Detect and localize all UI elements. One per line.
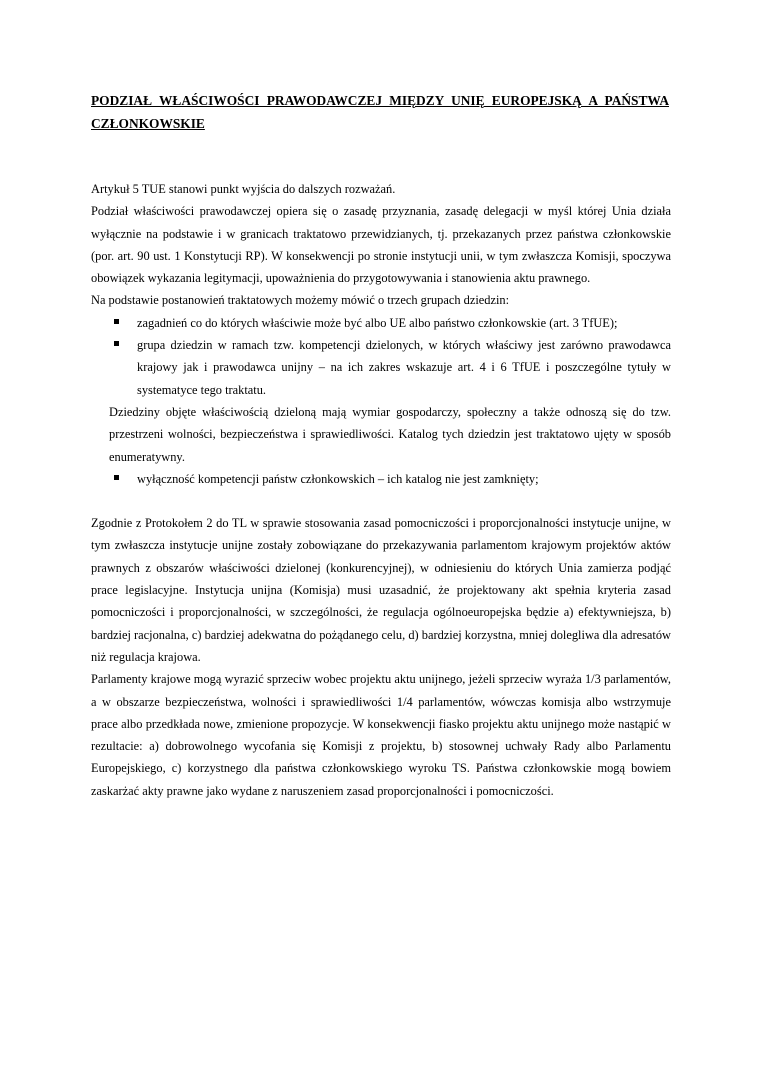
list-item-text: grupa dziedzin w ramach tzw. kompetencji dzielonych, w których właściwy jest zarówno prawodawca krajowy jak i prawodawca unijny – na ich zakres wskazuje art. 4 i 6 TfUE i poszczególne tytuły w systematyce tego traktatu. (137, 338, 671, 397)
list-item-text: wyłączność kompetencji państw członkowskich – ich katalog nie jest zamknięty; (137, 471, 539, 486)
square-bullet-icon (114, 319, 119, 324)
paragraph-principles: Podział właściwości prawodawczej opiera się o zasadę przyznania, zasadę delegacji w myśl której Unia działa wyłącznie na podstawie i w granicach traktatowo przewidzianych, tj. przekazanych przez państwa członkowskie (por. art. 90 ust. 1 Konstytucji RP). W konsekwencji po stronie instytucji unii, w tym zwłaszcza Komisji, spoczywa obowiązek wykazania legitymacji, upoważnienia do przygotowywania i stanowienia aktu prawnego. (91, 204, 671, 286)
paragraph-groups-intro: Na podstawie postanowień traktatowych możemy mówić o trzech grupach dziedzin: (91, 293, 510, 308)
square-bullet-icon (114, 341, 119, 346)
domain-groups-list-continued (91, 468, 671, 490)
list-item (91, 334, 671, 401)
paragraph-intro: Artykuł 5 TUE stanowi punkt wyjścia do dalszych rozważań. (91, 182, 396, 196)
domain-groups-list (91, 312, 671, 401)
paragraph-protocol: Zgodnie z Protokołem 2 do TL w sprawie stosowania zasad pomocniczości i proporcjonalności instytucje unijne, w tym zwłaszcza instytucje unijne zostały zobowiązane do przekazywania parlamentom krajowym projektów aktów prawnych z obszarów właściwości dzielonej (konkurencyjnej), w odniesieniu do których Unia zamierza podjąć prace legislacyjne. Instytucja unijna (Komisja) musi uzasadnić, że projektowany akt spełnia kryteria zasad pomocniczości i proporcjonalności, w szczególności, że regulacja ogólnoeuropejska będzie a) efektywniejsza, b) bardziej racjonalna, c) bardziej adekwatna do pożądanego celu, d) bardziej korzystna, mniej dolegliwa dla adresatów niż regulacja krajowa. (91, 516, 671, 664)
document-body (91, 178, 671, 802)
list-item-text: zagadnień co do których właściwie może być albo UE albo państwo członkowskie (art. 3 TfUE); (137, 315, 618, 330)
list-item (91, 312, 671, 334)
square-bullet-icon (114, 475, 119, 480)
list-item (91, 468, 671, 490)
document-title: PODZIAŁ WŁAŚCIWOŚCI PRAWODAWCZEJ MIĘDZY UNIĘ EUROPEJSKĄ A PAŃSTWA CZŁONKOWSKIE (91, 93, 669, 131)
paragraph-spacer (91, 490, 671, 512)
paragraph-national-parliaments: Parlamenty krajowe mogą wyrazić sprzeciw wobec projektu aktu unijnego, jeżeli sprzeciw wyraża 1/3 parlamentów, a w obszarze bezpieczeństwa, wolności i sprawiedliwości 1/4 parlamentów, wówczas komisja albo wstrzymuje prace albo przedkłada nowe, zmienione propozycje. W konsekwencji fiasko projektu aktu unijnego może nastąpić w rezultacie: a) dobrowolnego wycofania się Komisji z projektu, b) stosownej uchwały Rady albo Parlamentu Europejskiego, c) korzystnego dla państwa członkowskiego wyroku TS. Państwa członkowskie mogą bowiem zaskarżać akty prawne jako wydane z naruszeniem zasad proporcjonalności i pomocniczości. (91, 672, 671, 798)
paragraph-shared-competences: Dziedziny objęte właściwością dzieloną mają wymiar gospodarczy, społeczny a także odnoszą się do tzw. przestrzeni wolności, bezpieczeństwa i sprawiedliwości. Katalog tych dziedzin jest traktatowo ujęty w sposób enumeratywny. (109, 404, 671, 464)
